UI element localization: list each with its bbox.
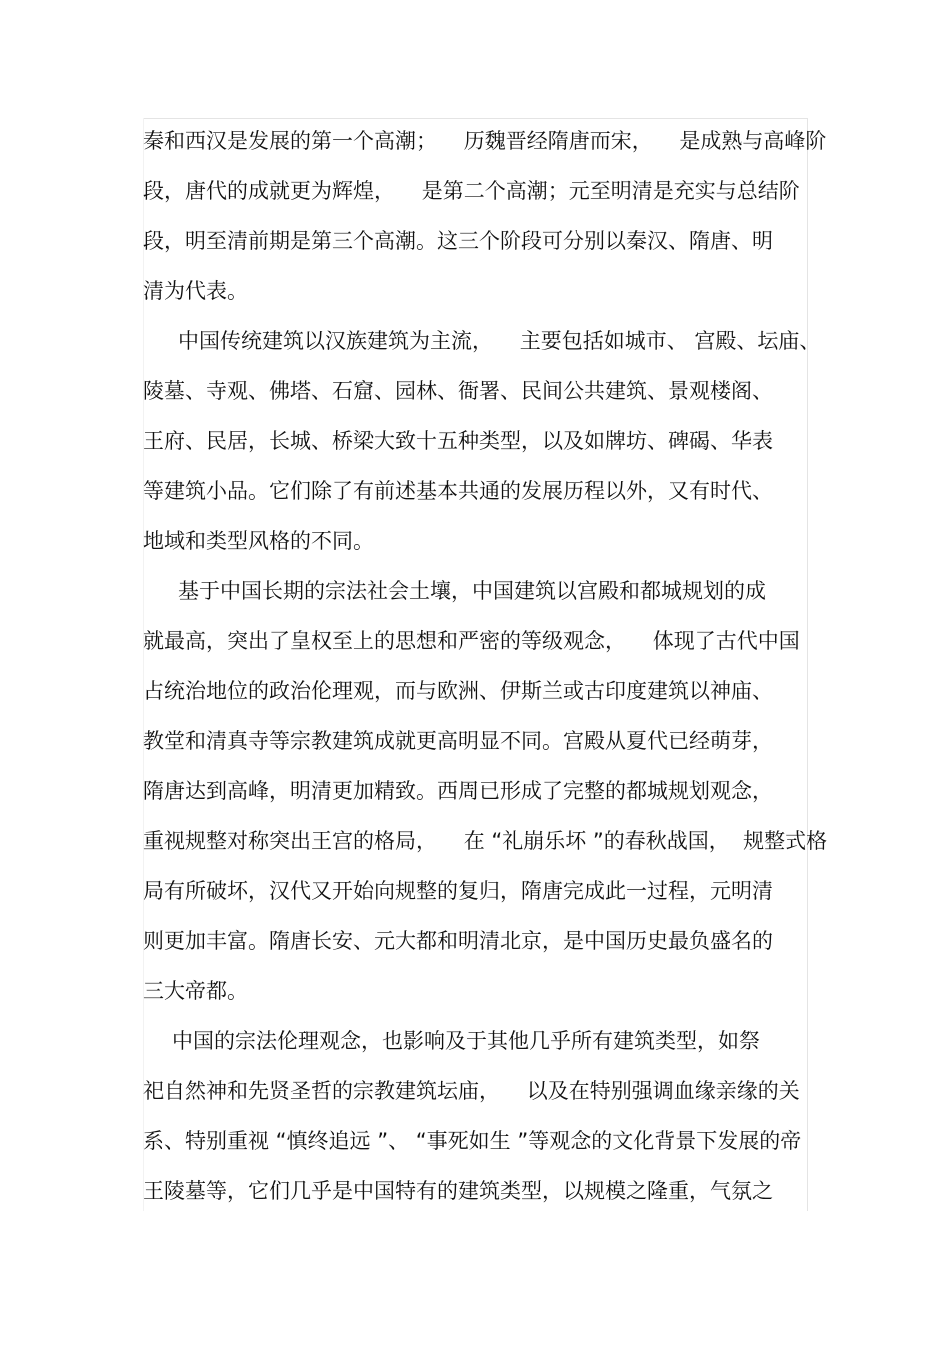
text-line: 则更加丰富。隋唐长安、元大都和明清北京，是中国历史最负盛名的 [143, 929, 773, 953]
text-line: 隋唐达到高峰，明清更加精致。西周已形成了完整的都城规划观念， [143, 779, 773, 803]
text-line: 教堂和清真寺等宗教建筑成就更高明显不同。宫殿从夏代已经萌芽， [143, 729, 773, 753]
text-line: 就最高，突出了皇权至上的思想和严密的等级观念， 体现了古代中国 [143, 629, 800, 653]
text-line: 王府、民居，长城、桥梁大致十五种类型，以及如牌坊、碑碣、华表 [143, 429, 773, 453]
text-line: 段，唐代的成就更为辉煌， 是第二个高潮；元至明清是充实与总结阶 [143, 179, 800, 203]
text-line: 秦和西汉是发展的第一个高潮； 历魏晋经隋唐而宋， 是成熟与高峰阶 [143, 129, 827, 153]
text-line: 重视规整对称突出王宫的格局， 在 “礼崩乐坏 ”的春秋战国， 规整式格 [143, 829, 828, 853]
text-line: 中国传统建筑以汉族建筑为主流， 主要包括如城市、 宫殿、坛庙、 [178, 329, 821, 353]
text-line: 等建筑小品。它们除了有前述基本共通的发展历程以外，又有时代、 [143, 479, 773, 503]
text-line: 清为代表。 [143, 279, 248, 303]
text-line: 占统治地位的政治伦理观，而与欧洲、伊斯兰或古印度建筑以神庙、 [143, 679, 773, 703]
text-line: 系、特别重视 “慎终追远 ”、 “事死如生 ”等观念的文化背景下发展的帝 [143, 1129, 802, 1153]
text-line: 基于中国长期的宗法社会土壤，中国建筑以宫殿和都城规划的成 [178, 579, 766, 603]
text-line: 地域和类型风格的不同。 [143, 529, 374, 553]
page-border-right [807, 118, 808, 1211]
text-line: 祀自然神和先贤圣哲的宗教建筑坛庙， 以及在特别强调血缘亲缘的关 [143, 1079, 800, 1103]
text-line: 段，明至清前期是第三个高潮。这三个阶段可分别以秦汉、隋唐、明 [143, 229, 773, 253]
text-line: 中国的宗法伦理观念，也影响及于其他几乎所有建筑类型，如祭 [172, 1029, 760, 1053]
page-border-top [143, 118, 808, 119]
text-line: 三大帝都。 [143, 979, 248, 1003]
text-line: 局有所破坏，汉代又开始向规整的复归，隋唐完成此一过程，元明清 [143, 879, 773, 903]
text-line: 王陵墓等，它们几乎是中国特有的建筑类型，以规模之隆重，气氛之 [143, 1179, 773, 1203]
text-line: 陵墓、寺观、佛塔、石窟、园林、衙署、民间公共建筑、景观楼阁、 [143, 379, 773, 403]
